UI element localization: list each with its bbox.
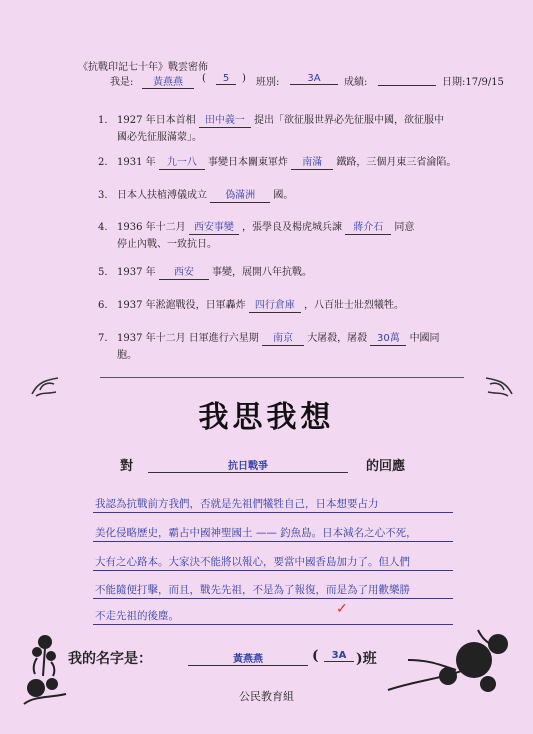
- answer-field[interactable]: 四行倉庫: [249, 299, 301, 313]
- essay-line-5[interactable]: 不走先祖的後塵。: [95, 610, 179, 622]
- class-paren-open: (: [312, 648, 319, 664]
- essay-rule: [93, 598, 453, 599]
- question-text: 事變日本關東軍炸: [208, 157, 289, 168]
- seat-paren-open: (: [202, 73, 206, 84]
- me-label: 我是:: [110, 77, 134, 88]
- student-info-row: [80, 73, 520, 91]
- name-label: 我的名字是：: [68, 651, 152, 667]
- answer-field[interactable]: 西安: [159, 266, 209, 280]
- essay-line-4[interactable]: 不能隨便打擊，而且，戰先先祖，不是為了報復，而是為了用歡樂勝: [95, 584, 410, 596]
- question-text: 1937 年十二月 日軍進行六星期: [117, 333, 259, 344]
- date-label: 日期:17/9/15: [442, 77, 504, 88]
- question-text: 1937 年淞滬戰役，日軍轟炸: [117, 300, 246, 311]
- answer-field[interactable]: 南京: [262, 332, 304, 346]
- question-text: 停止內戰、一致抗日。: [117, 239, 217, 250]
- essay-rule: [93, 512, 453, 513]
- question-text: 中國同: [409, 333, 440, 344]
- section-divider: [100, 377, 464, 378]
- student-name-signature[interactable]: 黃燕燕: [188, 650, 308, 666]
- question-text: 國必先征服滿蒙」。: [117, 132, 202, 143]
- class-field[interactable]: 3A: [290, 73, 338, 85]
- answer-field[interactable]: 西安事變: [189, 221, 239, 235]
- question-number: 6.: [98, 300, 108, 311]
- answer-field[interactable]: 蔣介石: [345, 221, 391, 235]
- worksheet-title: 《抗戰印記七十年》戰雲密佈: [78, 62, 208, 73]
- question-text: 1927 年日本首相: [117, 115, 196, 126]
- seat-number-field[interactable]: 5: [216, 73, 236, 85]
- question-text: 鐵路，三個月東三省淪陷。: [336, 157, 457, 168]
- question-text: 提出「欲征服世界必先征服中國，欲征服中: [254, 115, 445, 126]
- topic-field[interactable]: 抗日戰爭: [148, 457, 348, 473]
- student-name-field[interactable]: 黃燕燕: [142, 73, 194, 89]
- question-text: 大屠殺，屠殺: [307, 333, 368, 344]
- class-suffix: )班: [356, 651, 377, 667]
- name-row: [68, 648, 428, 672]
- answer-field[interactable]: 30萬: [370, 332, 406, 346]
- question-text: 1931 年: [117, 157, 156, 168]
- to-label: 對: [120, 459, 134, 474]
- question-text: 1936 年十二月: [117, 222, 186, 233]
- score-field[interactable]: [378, 73, 436, 86]
- essay-line-1[interactable]: 我認為抗戰前方我們，否就是先祖們犧牲自己，日本想要占力: [95, 498, 379, 510]
- teacher-check-icon: ✓: [336, 601, 348, 617]
- question-number: 3.: [98, 190, 108, 201]
- question-number: 4.: [98, 222, 108, 233]
- question-text: 1937 年: [117, 267, 156, 278]
- question-text: 同意: [394, 222, 415, 233]
- response-label: 的回應: [366, 459, 406, 474]
- question-text: ，八百壯士壯烈犧牲。: [304, 300, 405, 311]
- question-number: 5.: [98, 267, 108, 278]
- class-value-field[interactable]: 3A: [324, 650, 354, 662]
- answer-field[interactable]: 偽滿洲: [210, 189, 270, 203]
- question-number: 2.: [98, 157, 108, 168]
- question-number: 1.: [98, 115, 108, 126]
- question-text: 日本人扶植溥儀成立: [117, 190, 207, 201]
- answer-field[interactable]: 田中義一: [199, 114, 251, 128]
- question-text: 事變，展開八年抗戰。: [212, 267, 313, 278]
- flower-bouquet-icon: [378, 620, 518, 700]
- question-text: 胞。: [117, 350, 137, 361]
- question-text: ，張學良及楊虎城兵諫: [242, 222, 343, 233]
- score-label: 成績:: [344, 77, 368, 88]
- question-text: 國。: [273, 190, 294, 201]
- response-topic-row: [120, 455, 440, 479]
- essay-line-2[interactable]: 美化侵略歷史，霸占中國神聖國土 —— 釣魚島。日本減名之心不死，: [95, 527, 417, 539]
- organization-footer: 公民教育組: [239, 690, 294, 703]
- reflection-title: 我思我想: [198, 400, 335, 435]
- essay-line-3[interactable]: 大有之心路本。大家決不能將以報心，要當中國香島加力了。但人們: [95, 556, 410, 568]
- flower-bottom-left-icon: [20, 670, 70, 710]
- essay-rule: [93, 541, 453, 542]
- answer-field[interactable]: 南滿: [291, 156, 333, 170]
- class-label: 班別:: [256, 77, 280, 88]
- seat-paren-close: ): [242, 73, 246, 84]
- answer-field[interactable]: 九一八: [159, 156, 205, 170]
- question-number: 7.: [98, 333, 108, 344]
- essay-rule: [93, 570, 453, 571]
